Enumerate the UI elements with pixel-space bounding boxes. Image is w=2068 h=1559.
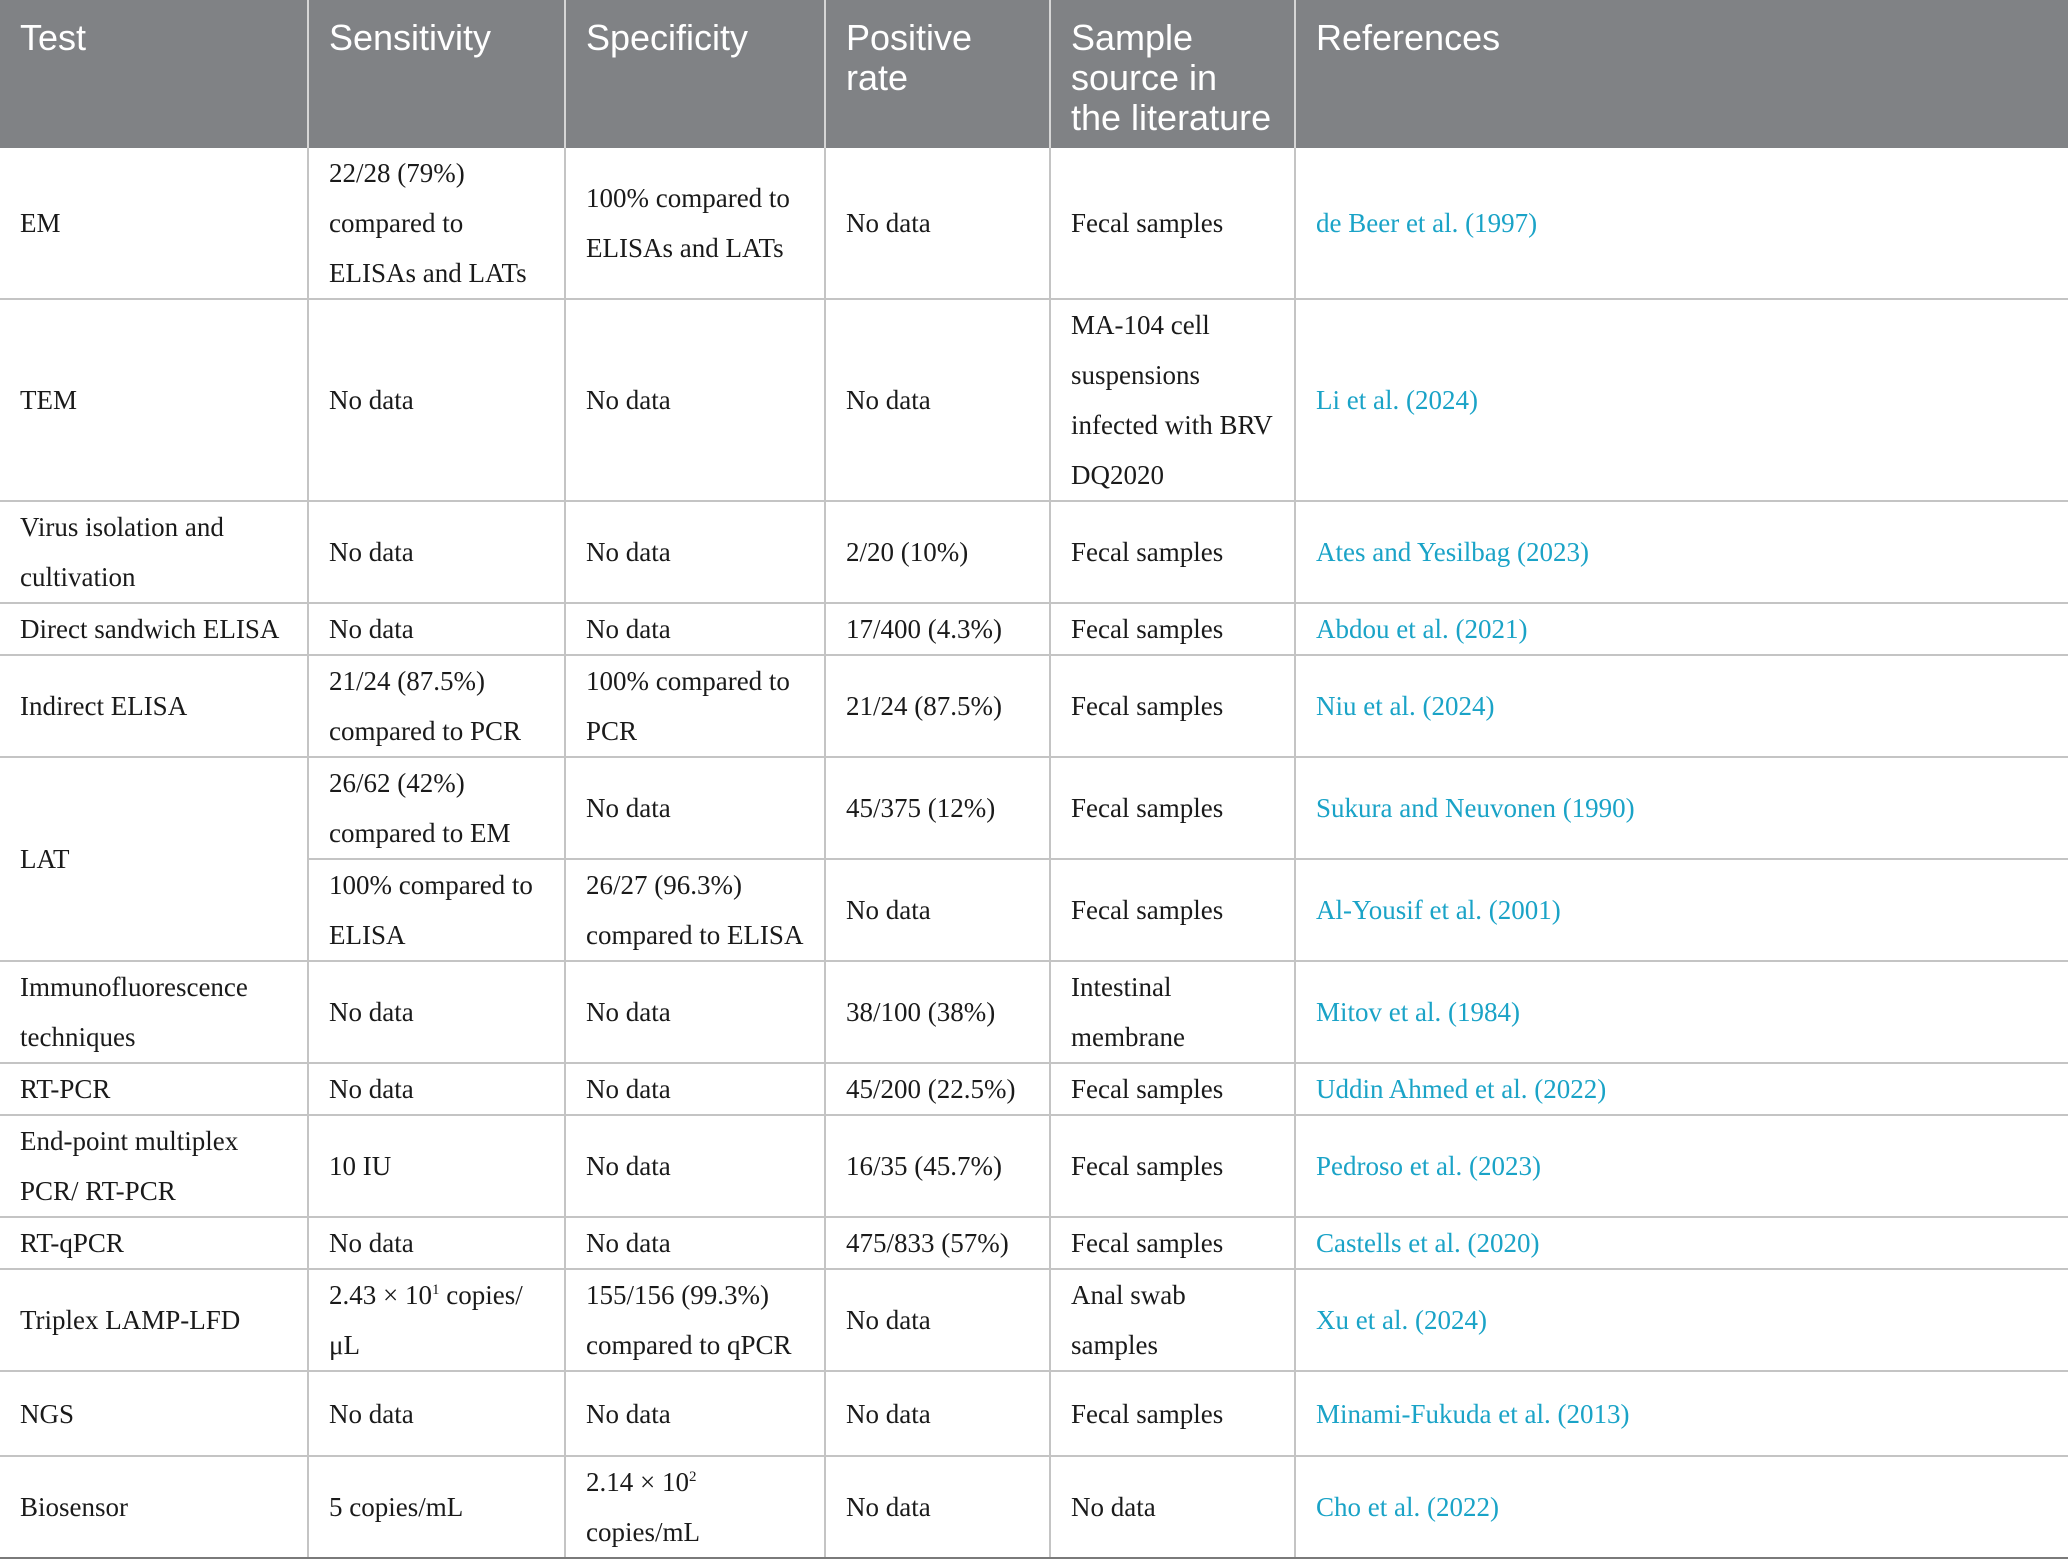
cell-test: Immunofluorescence techniques <box>0 961 308 1063</box>
cell-specificity: No data <box>565 603 825 655</box>
table-header-row <box>0 0 2068 148</box>
cell-specificity: 155/156 (99.3%) compared to qPCR <box>565 1269 825 1371</box>
cell-sample-source: Intestinal membrane <box>1050 961 1295 1063</box>
cell-sensitivity: No data <box>308 501 565 603</box>
cell-test: LAT <box>0 757 308 961</box>
table-row <box>0 299 2068 501</box>
reference-link[interactable]: Pedroso et al. (2023) <box>1295 1115 2068 1217</box>
cell-specificity <box>565 1456 825 1558</box>
cell-specificity: No data <box>565 757 825 859</box>
reference-link[interactable]: Abdou et al. (2021) <box>1295 603 2068 655</box>
cell-specificity: No data <box>565 1371 825 1456</box>
sensitivity-unit: copies/μL <box>329 1280 523 1360</box>
cell-test: Indirect ELISA <box>0 655 308 757</box>
specificity-base: 2.14 × 10 <box>586 1467 689 1497</box>
cell-sensitivity: No data <box>308 961 565 1063</box>
cell-positive-rate: No data <box>825 1456 1050 1558</box>
table-row <box>0 148 2068 299</box>
cell-positive-rate: 17/400 (4.3%) <box>825 603 1050 655</box>
cell-specificity: No data <box>565 1115 825 1217</box>
reference-link[interactable]: Mitov et al. (1984) <box>1295 961 2068 1063</box>
cell-test: TEM <box>0 299 308 501</box>
cell-test: Virus isolation and cultivation <box>0 501 308 603</box>
reference-link[interactable]: Sukura and Neuvonen (1990) <box>1295 757 2068 859</box>
cell-sample-source: Fecal samples <box>1050 655 1295 757</box>
reference-link[interactable]: de Beer et al. (1997) <box>1295 148 2068 299</box>
cell-specificity: No data <box>565 299 825 501</box>
specificity-exponent: 2 <box>688 1469 697 1485</box>
reference-link[interactable]: Uddin Ahmed et al. (2022) <box>1295 1063 2068 1115</box>
header-test: Test <box>0 0 308 148</box>
cell-specificity: No data <box>565 501 825 603</box>
table-row <box>0 1217 2068 1269</box>
cell-sample-source: MA-104 cell suspensions infected with BRV DQ2020 <box>1050 299 1295 501</box>
table-row <box>0 859 2068 961</box>
cell-positive-rate: No data <box>825 1371 1050 1456</box>
cell-sensitivity: No data <box>308 1371 565 1456</box>
cell-test: EM <box>0 148 308 299</box>
cell-sensitivity: 5 copies/mL <box>308 1456 565 1558</box>
cell-positive-rate: 38/100 (38%) <box>825 961 1050 1063</box>
reference-link[interactable]: Li et al. (2024) <box>1295 299 2068 501</box>
cell-positive-rate: 45/375 (12%) <box>825 757 1050 859</box>
cell-positive-rate: No data <box>825 148 1050 299</box>
reference-link[interactable]: Xu et al. (2024) <box>1295 1269 2068 1371</box>
table-row <box>0 757 2068 859</box>
cell-sample-source: Fecal samples <box>1050 1115 1295 1217</box>
cell-positive-rate: 475/833 (57%) <box>825 1217 1050 1269</box>
cell-test: NGS <box>0 1371 308 1456</box>
table-row <box>0 1371 2068 1456</box>
cell-specificity: No data <box>565 1063 825 1115</box>
cell-sensitivity: No data <box>308 603 565 655</box>
specificity-unit: copies/mL <box>586 1517 700 1547</box>
table-row <box>0 603 2068 655</box>
cell-sample-source: Fecal samples <box>1050 1371 1295 1456</box>
cell-specificity: 100% compared to ELISAs and LATs <box>565 148 825 299</box>
cell-test: Biosensor <box>0 1456 308 1558</box>
cell-test: Triplex LAMP-LFD <box>0 1269 308 1371</box>
header-positive-rate: Positive rate <box>825 0 1050 148</box>
reference-link[interactable]: Castells et al. (2020) <box>1295 1217 2068 1269</box>
cell-sample-source: Anal swab samples <box>1050 1269 1295 1371</box>
cell-sample-source: Fecal samples <box>1050 148 1295 299</box>
cell-test: Direct sandwich ELISA <box>0 603 308 655</box>
cell-sensitivity: 22/28 (79%) compared to ELISAs and LATs <box>308 148 565 299</box>
cell-sensitivity <box>308 1269 565 1371</box>
header-specificity: Specificity <box>565 0 825 148</box>
cell-positive-rate: 16/35 (45.7%) <box>825 1115 1050 1217</box>
cell-positive-rate: No data <box>825 1269 1050 1371</box>
sensitivity-base: 2.43 × 10 <box>329 1280 432 1310</box>
cell-sample-source: Fecal samples <box>1050 501 1295 603</box>
table-row <box>0 1456 2068 1558</box>
header-sensitivity: Sensitivity <box>308 0 565 148</box>
table-row <box>0 1063 2068 1115</box>
table-row <box>0 1115 2068 1217</box>
cell-positive-rate: 2/20 (10%) <box>825 501 1050 603</box>
cell-sample-source: Fecal samples <box>1050 757 1295 859</box>
cell-sample-source: Fecal samples <box>1050 603 1295 655</box>
reference-link[interactable]: Ates and Yesilbag (2023) <box>1295 501 2068 603</box>
cell-sample-source: Fecal samples <box>1050 1063 1295 1115</box>
sensitivity-exponent: 1 <box>431 1282 440 1298</box>
cell-test: RT-qPCR <box>0 1217 308 1269</box>
cell-specificity: 100% compared to PCR <box>565 655 825 757</box>
cell-sensitivity: 100% compared to ELISA <box>308 859 565 961</box>
cell-sample-source: No data <box>1050 1456 1295 1558</box>
header-references: References <box>1295 0 2068 148</box>
table-row <box>0 655 2068 757</box>
cell-positive-rate: 21/24 (87.5%) <box>825 655 1050 757</box>
cell-specificity: 26/27 (96.3%) compared to ELISA <box>565 859 825 961</box>
reference-link[interactable]: Al-Yousif et al. (2001) <box>1295 859 2068 961</box>
cell-sensitivity: 26/62 (42%) compared to EM <box>308 757 565 859</box>
cell-test: RT-PCR <box>0 1063 308 1115</box>
reference-link[interactable]: Niu et al. (2024) <box>1295 655 2068 757</box>
cell-sensitivity: No data <box>308 299 565 501</box>
cell-sensitivity: No data <box>308 1217 565 1269</box>
table-row <box>0 961 2068 1063</box>
cell-specificity: No data <box>565 961 825 1063</box>
cell-sample-source: Fecal samples <box>1050 1217 1295 1269</box>
cell-sample-source: Fecal samples <box>1050 859 1295 961</box>
cell-positive-rate: No data <box>825 299 1050 501</box>
cell-specificity: No data <box>565 1217 825 1269</box>
cell-sensitivity: 21/24 (87.5%) compared to PCR <box>308 655 565 757</box>
cell-test: End-point multiplex PCR/ RT-PCR <box>0 1115 308 1217</box>
table-row <box>0 1269 2068 1371</box>
cell-sensitivity: 10 IU <box>308 1115 565 1217</box>
table-row <box>0 501 2068 603</box>
header-sample-source: Sample source in the literature <box>1050 0 1295 148</box>
reference-link[interactable]: Cho et al. (2022) <box>1295 1456 2068 1558</box>
cell-positive-rate: No data <box>825 859 1050 961</box>
cell-sensitivity: No data <box>308 1063 565 1115</box>
cell-positive-rate: 45/200 (22.5%) <box>825 1063 1050 1115</box>
reference-link[interactable]: Minami-Fukuda et al. (2013) <box>1295 1371 2068 1456</box>
